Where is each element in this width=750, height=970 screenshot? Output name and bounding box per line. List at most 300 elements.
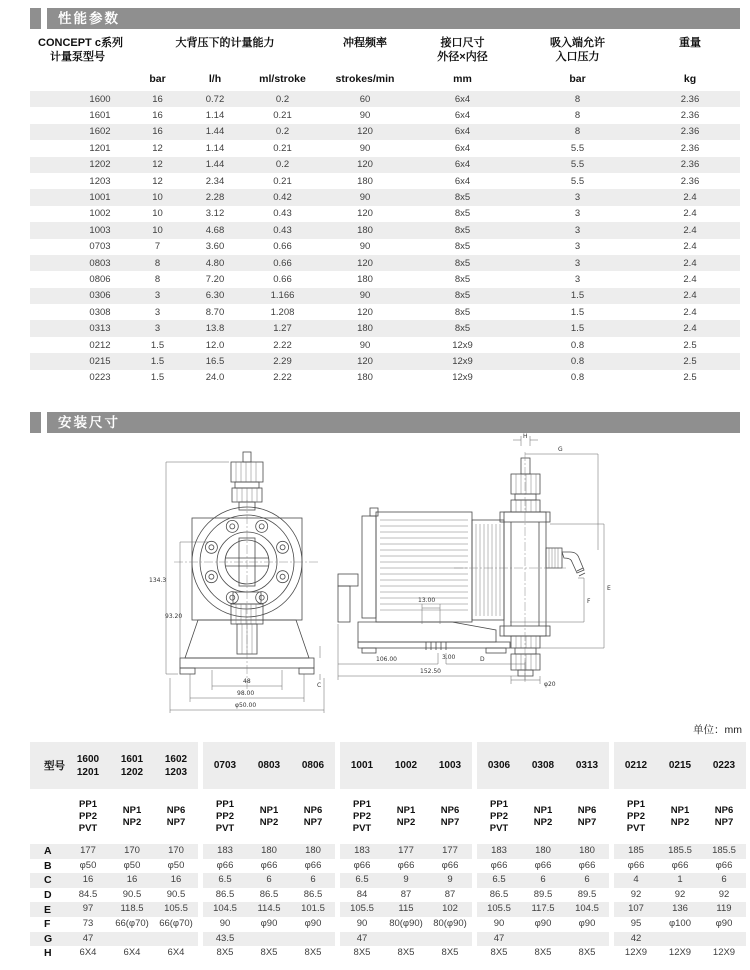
cell: φ66 (490, 859, 508, 871)
cell: φ66 (671, 859, 689, 871)
cell: 0.66 (273, 241, 292, 253)
cell: 3 (574, 208, 581, 220)
cell: 1.27 (273, 323, 292, 335)
cell-line: 0308 (531, 760, 555, 771)
cell-group (30, 742, 198, 789)
cell: 87 (400, 888, 412, 900)
cell: 5.5 (570, 175, 585, 187)
cell: 90 (356, 917, 368, 929)
cell-group (203, 873, 335, 888)
table-row (30, 91, 740, 107)
cell-group (340, 873, 472, 888)
cell: 90 (359, 339, 371, 351)
cell: 107 (628, 903, 644, 915)
cell: 1.44 (205, 159, 225, 171)
column-header-line: 外径×内径 (437, 51, 488, 63)
column-header-inlet-pressure (515, 36, 640, 64)
cell: 3 (574, 273, 581, 285)
cell-group (477, 917, 609, 932)
cell: 8X5 (441, 947, 459, 959)
cell: 120 (357, 208, 373, 220)
cell (702, 932, 746, 947)
cell-line: NP7 (440, 816, 460, 828)
cell: 0223 (89, 372, 111, 384)
cell: 0.21 (273, 175, 292, 187)
cell: 8 (154, 273, 161, 285)
cell-line: NP6 (166, 804, 186, 816)
cell: 0.72 (205, 93, 225, 105)
cell-group (340, 946, 472, 961)
cell: 8x5 (454, 257, 471, 269)
cell-group (30, 888, 198, 903)
table-row (30, 239, 740, 255)
cell: 185.5 (712, 845, 736, 856)
cell: 101.5 (301, 903, 325, 915)
cell: 1601 (89, 110, 111, 122)
cell-group (340, 844, 472, 859)
cell: 42 (630, 932, 642, 944)
cell: 170 (124, 845, 140, 856)
cell: 1.14 (205, 110, 225, 122)
cell: 1.5 (570, 306, 585, 318)
cell-group (30, 902, 198, 917)
cell: 84 (356, 888, 368, 900)
cell-line: PP1 (490, 798, 508, 810)
cell: 180 (261, 845, 277, 856)
cell-group (614, 932, 746, 947)
cell-line: 1602 (164, 753, 188, 765)
column-header-stroke-frequency: 冲程频率 (343, 37, 387, 49)
table-row (30, 189, 740, 205)
cell-group (477, 932, 609, 947)
cell-group (30, 844, 198, 859)
cell-group (30, 789, 198, 844)
cell-group (203, 946, 335, 961)
table-row (30, 124, 740, 140)
table-row (30, 902, 746, 917)
cell: 8X5 (534, 947, 552, 959)
cell: 2.36 (680, 93, 700, 105)
cell-line: NP2 (396, 816, 416, 828)
cell: 0.2 (275, 126, 290, 138)
unit-label: mm (453, 73, 472, 85)
cell (614, 789, 658, 844)
cell: 47 (82, 932, 94, 944)
cell-line: NP6 (303, 804, 323, 816)
cell (110, 742, 154, 789)
cell (66, 742, 110, 789)
table-row (30, 107, 740, 123)
cell: 4.80 (205, 257, 225, 269)
table-row (30, 288, 740, 304)
cell-group (203, 742, 335, 789)
cell: 10 (152, 224, 163, 236)
section-header-performance (30, 8, 740, 29)
cell: 2.29 (273, 355, 292, 367)
cell (658, 789, 702, 844)
cell-line: 1203 (164, 766, 188, 778)
cell: 183 (354, 845, 370, 856)
cell-group (614, 742, 746, 789)
cell-line: NP7 (303, 816, 323, 828)
dim-label: F (587, 598, 591, 605)
cell: 180 (357, 175, 373, 187)
cell-line: 1001 (350, 760, 374, 771)
cell: 8X5 (260, 947, 278, 959)
cell: 120 (357, 126, 373, 138)
cell: 2.4 (683, 192, 697, 204)
dim-label: 3.00 (442, 654, 456, 661)
unit-label: strokes/min (335, 73, 395, 85)
cell: 180 (357, 273, 373, 285)
cell: 2.5 (683, 339, 697, 351)
unit-label: l/h (208, 73, 222, 85)
cell-group (203, 844, 335, 859)
cell: 66(φ70) (159, 917, 193, 929)
cell-line: 1600 (76, 753, 100, 765)
cell: 0.42 (273, 192, 292, 204)
dim-label: 98.00 (237, 690, 255, 697)
column-header-model (30, 36, 130, 64)
cell-line: PP2 (79, 810, 97, 822)
cell: 1003 (89, 224, 111, 236)
table-row (30, 140, 740, 156)
cell: 92 (674, 888, 686, 900)
cell: φ66 (397, 859, 415, 871)
dim-label: E (607, 585, 611, 592)
cell-line: PP1 (216, 798, 234, 810)
cell: 136 (672, 903, 688, 915)
cell: 170 (168, 845, 184, 856)
cell (291, 742, 335, 789)
cell-line: PP1 (79, 798, 97, 810)
table-row (30, 844, 746, 859)
cell: 97 (82, 903, 94, 915)
cell: 1.208 (270, 306, 295, 318)
cell-line: PP1 (353, 798, 371, 810)
cell (110, 932, 154, 947)
cell-line: NP2 (122, 816, 142, 828)
cell-group (477, 742, 609, 789)
cell (154, 742, 198, 789)
row-label: G (44, 932, 53, 945)
cell: 6x4 (454, 142, 471, 154)
cell: 92 (630, 888, 642, 900)
cell: 0.2 (275, 93, 290, 105)
cell: 180 (305, 845, 321, 856)
cell: 16 (152, 93, 163, 105)
cell: 1201 (89, 142, 111, 154)
cell: 60 (359, 93, 371, 105)
cell-line: 0306 (487, 760, 511, 771)
cell: 2.4 (683, 290, 697, 302)
cell: 7.20 (205, 273, 225, 285)
section-bar-marker (30, 412, 41, 433)
cell: φ66 (578, 859, 596, 871)
cell: 8x5 (454, 224, 471, 236)
cell: φ90 (715, 917, 733, 929)
cell: 2.36 (680, 175, 700, 187)
cell: 177 (80, 845, 96, 856)
cell: φ66 (715, 859, 733, 871)
cell: 0212 (89, 339, 111, 351)
cell: 1600 (89, 93, 111, 105)
cell (247, 789, 291, 844)
cell-group (30, 917, 198, 932)
cell: 12x9 (452, 355, 473, 367)
cell: 16 (82, 874, 94, 886)
cell-line: NP1 (533, 804, 553, 816)
table-row (30, 873, 746, 888)
cell: 1.5 (150, 339, 165, 351)
cell-group (340, 789, 472, 844)
cell (428, 742, 472, 789)
cell: 90 (359, 192, 371, 204)
cell-group (477, 946, 609, 961)
cell: 120 (357, 355, 373, 367)
cell: 8 (574, 110, 581, 122)
cell (702, 742, 746, 789)
column-header-model: 型号 (44, 760, 65, 772)
unit-label: bar (149, 73, 166, 85)
cell: φ50 (167, 859, 185, 871)
cell: 1.166 (270, 290, 295, 302)
cell-line: 1202 (120, 766, 144, 778)
cell (203, 789, 247, 844)
table-row (30, 255, 740, 271)
cell-group (614, 946, 746, 961)
cell: 185.5 (668, 845, 692, 856)
dim-label: 134.3 (149, 577, 167, 584)
cell-group (30, 873, 198, 888)
cell (521, 789, 565, 844)
dim-label: G (558, 446, 563, 453)
cell: 90 (219, 917, 231, 929)
cell: 8x5 (454, 208, 471, 220)
table-row (30, 370, 740, 386)
cell: 3.12 (205, 208, 225, 220)
cell: 84.5 (78, 888, 98, 900)
cell: 2.4 (683, 224, 697, 236)
section-title: 性能参数 (47, 8, 740, 29)
cell: 3 (574, 192, 581, 204)
cell: 6 (721, 874, 727, 886)
cell: 183 (217, 845, 233, 856)
cell: 0215 (89, 355, 111, 367)
table-row (30, 859, 746, 874)
dim-label: 152.50 (420, 668, 441, 675)
cell-line: 1601 (120, 753, 144, 765)
cell: 119 (716, 903, 732, 915)
cell (66, 789, 110, 844)
row-label: B (44, 859, 52, 872)
cell-line: 1003 (438, 760, 462, 771)
cell: 90.5 (122, 888, 142, 900)
cell: 120 (357, 257, 373, 269)
cell-line: 0806 (301, 760, 325, 771)
cell: 8 (154, 257, 161, 269)
dim-label: 13.00 (418, 597, 436, 604)
cell (565, 789, 609, 844)
cell: 92 (718, 888, 730, 900)
cell: 0308 (89, 306, 111, 318)
cell (384, 789, 428, 844)
cell: 180 (357, 224, 373, 236)
row-label: E (44, 903, 52, 916)
cell: 1.44 (205, 126, 225, 138)
dim-label: 48 (243, 678, 251, 685)
cell-line: NP2 (259, 816, 279, 828)
cell: 66(φ70) (115, 917, 149, 929)
cell: 6X4 (123, 947, 141, 959)
pump-front-view-drawing (146, 450, 358, 718)
cell: 180 (579, 845, 595, 856)
cell: 180 (357, 372, 373, 384)
cell-group (477, 844, 609, 859)
cell: 12 (152, 142, 163, 154)
cell-line: PP1 (627, 798, 645, 810)
cell: 6X4 (167, 947, 185, 959)
cell (477, 789, 521, 844)
cell-line: NP1 (670, 804, 690, 816)
dim-label: φ20 (544, 681, 556, 688)
cell: 2.36 (680, 142, 700, 154)
cell: 1.5 (570, 323, 585, 335)
cell: 105.5 (164, 903, 188, 915)
cell: 86.5 (259, 888, 279, 900)
cell: φ50 (123, 859, 141, 871)
cell: 90 (359, 290, 371, 302)
cell-line: 1002 (394, 760, 418, 771)
cell: 8X5 (578, 947, 596, 959)
cell: 73 (82, 917, 94, 929)
cell (428, 932, 472, 947)
cell: 7 (154, 241, 161, 253)
cell: 8X5 (216, 947, 234, 959)
cell-group (477, 902, 609, 917)
cell: φ66 (441, 859, 459, 871)
cell: 16.5 (205, 355, 225, 367)
cell-group (477, 789, 609, 844)
dim-label: C (317, 682, 322, 689)
cell: 12X9 (624, 947, 648, 959)
cell: 117.5 (531, 903, 555, 915)
cell-group (614, 902, 746, 917)
table-row (30, 789, 746, 844)
unit-label: kg (683, 73, 697, 85)
cell: 180 (535, 845, 551, 856)
cell-group (30, 859, 198, 874)
cell: 0.43 (273, 208, 292, 220)
cell (340, 789, 384, 844)
cell: 86.5 (215, 888, 235, 900)
cell (291, 932, 335, 947)
cell-line: PVT (352, 822, 372, 834)
cell: 8x5 (454, 241, 471, 253)
cell: 8x5 (454, 192, 471, 204)
cell-line: 0703 (213, 760, 237, 771)
cell (154, 789, 198, 844)
cell: 0.21 (273, 142, 292, 154)
cell: 8.70 (205, 306, 225, 318)
row-label: D (44, 889, 52, 902)
cell (521, 742, 565, 789)
cell: 1.14 (205, 142, 225, 154)
cell-line: NP1 (122, 804, 142, 816)
cell (384, 742, 428, 789)
cell: 8x5 (454, 290, 471, 302)
cell: 90 (493, 917, 505, 929)
cell: 6.5 (355, 874, 369, 886)
cell-line: NP6 (440, 804, 460, 816)
cell: 0.21 (273, 110, 292, 122)
cell: φ66 (304, 859, 322, 871)
cell: 89.5 (577, 888, 597, 900)
table-row (30, 173, 740, 189)
cell-group (340, 859, 472, 874)
cell: 8 (574, 93, 581, 105)
cell: 104.5 (213, 903, 237, 915)
cell: 3 (574, 224, 581, 236)
cell: 86.5 (489, 888, 509, 900)
cell: 0.66 (273, 273, 292, 285)
dim-label: φ50.00 (235, 702, 257, 709)
cell: 5.5 (570, 142, 585, 154)
cell: 12x9 (452, 372, 473, 384)
cell: 1202 (89, 159, 111, 171)
cell-line: NP7 (166, 816, 186, 828)
cell (658, 742, 702, 789)
cell (384, 932, 428, 947)
cell: φ90 (578, 917, 596, 929)
cell: 9 (447, 874, 453, 886)
cell: 1 (677, 874, 683, 886)
unit-note: 单位：mm (693, 724, 742, 736)
cell: 16 (152, 126, 163, 138)
pump-side-view-drawing (334, 428, 634, 690)
cell-group (477, 859, 609, 874)
cell: φ90 (304, 917, 322, 929)
cell-group (203, 789, 335, 844)
cell: 90 (359, 241, 371, 253)
column-header-capacity: 大背压下的计量能力 (175, 37, 275, 49)
table-row (30, 222, 740, 238)
cell: 6x4 (454, 159, 471, 171)
cell-line: 0223 (712, 760, 736, 771)
cell (110, 789, 154, 844)
cell: 47 (356, 932, 368, 944)
cell: 6X4 (79, 947, 97, 959)
cell-group (614, 917, 746, 932)
cell: 183 (491, 845, 507, 856)
cell: 6x4 (454, 110, 471, 122)
cell: 2.4 (683, 306, 697, 318)
cell: φ66 (260, 859, 278, 871)
cell: 2.4 (683, 323, 697, 335)
column-header-line: 入口压力 (555, 51, 600, 63)
cell (614, 742, 658, 789)
cell: 4 (633, 874, 639, 886)
cell-group (203, 902, 335, 917)
cell-line: NP1 (259, 804, 279, 816)
row-label: A (44, 845, 52, 858)
table-row (30, 206, 740, 222)
cell: 3 (154, 323, 161, 335)
cell: 24.0 (205, 372, 225, 384)
cell: 0.66 (273, 257, 292, 269)
column-header-line: 计量泵型号 (50, 51, 105, 63)
dim-table (30, 742, 746, 961)
